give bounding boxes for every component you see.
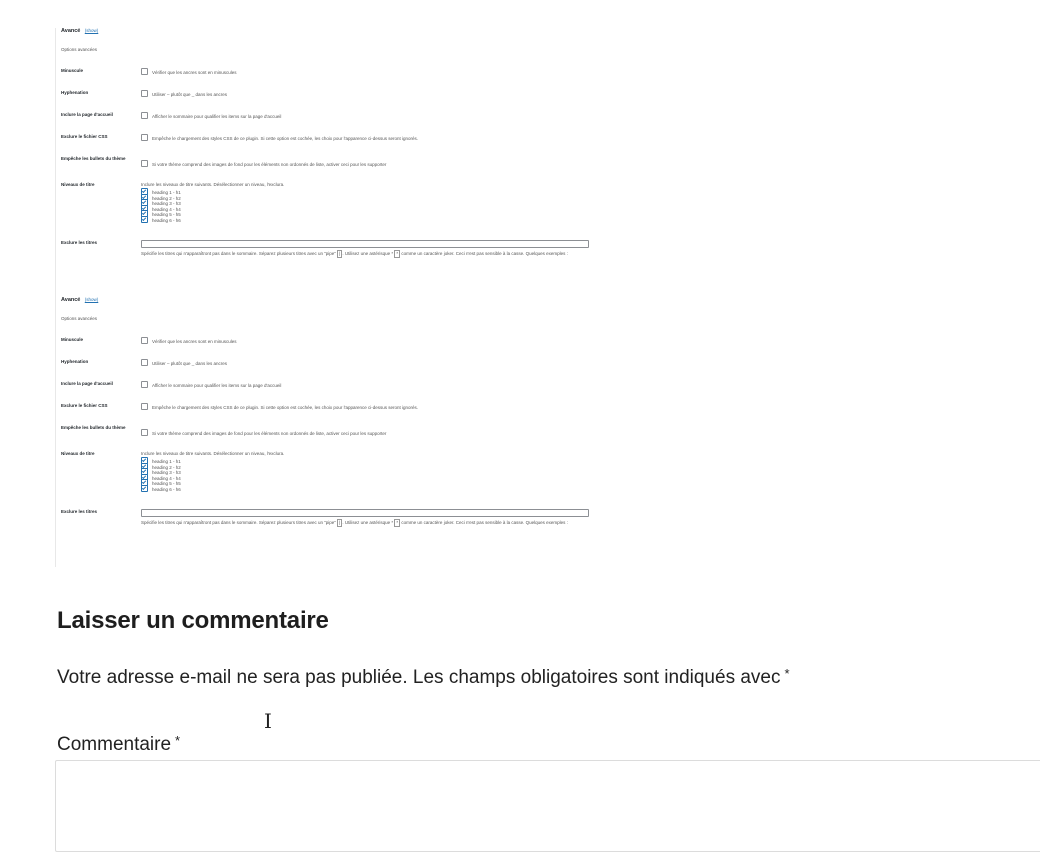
setting-label: Exclure les titres	[61, 240, 98, 245]
heading-level-text: heading 6 - h6	[152, 217, 181, 223]
settings-screenshot	[55, 28, 596, 298]
exclude-titles-hint: Spécifie les titres qui n'apparaîtront pas dans le sommaire. Séparez plusieurs titres avec un "pipe" | . Utilisez une astérisque * * comme un caractère joker. Ceci n'est pas sensible à la casse. Quelques exemples :	[141, 520, 568, 525]
settings-header	[61, 297, 98, 303]
settings-header	[61, 28, 98, 34]
setting-option-text: Empêche le chargement des styles CSS de ce plugin. Si cette option est cochée, les choix pour l'apparence ci-dessus seront ignorés.	[152, 136, 419, 141]
exclude-titles-input	[141, 509, 589, 517]
setting-option-text: Vérifier que les ancres sont en minuscules	[152, 339, 237, 344]
heading-level-item	[141, 216, 591, 222]
heading-level-text: heading 4 - h4	[152, 206, 181, 212]
setting-option-text: Afficher le sommaire pour qualifier les items sur la page d'accueil	[152, 114, 282, 119]
checkbox	[141, 403, 148, 410]
setting-option-text: Si votre thème comprend des images de fond pour les éléments non ordonnés de liste, activer ceci pour les supporter	[152, 431, 387, 436]
heading-level-text: heading 3 - h3	[152, 201, 181, 206]
text-cursor-icon: I	[264, 709, 272, 733]
comment-label-text: Commentaire	[57, 734, 172, 755]
setting-option-text: Empêche le chargement des styles CSS de ce plugin. Si cette option est cochée, les choix pour l'apparence ci-dessus seront ignorés.	[152, 405, 419, 410]
comment-section-title: Laisser un commentaire	[57, 607, 329, 634]
setting-label: Niveaux de titre	[61, 451, 95, 456]
heading-level-text: heading 3 - h3	[152, 470, 181, 475]
comment-notes	[57, 666, 790, 689]
setting-label: Exclure le fichier CSS	[61, 134, 108, 139]
required-marker: *	[784, 666, 790, 681]
setting-label: Empêche les bullets du thème	[61, 156, 126, 161]
checkbox-checked	[141, 216, 148, 223]
exclude-titles-input	[141, 240, 589, 248]
heading-level-text: heading 2 - h2	[152, 464, 181, 470]
settings-subtitle: Options avancées	[61, 316, 98, 321]
setting-label: Hyphenation	[61, 90, 89, 95]
setting-option-text: Utiliser – plutôt que _ dans les ancres	[152, 92, 228, 97]
exclude-titles-hint: Spécifie les titres qui n'apparaîtront pas dans le sommaire. Séparez plusieurs titres avec un "pipe" | . Utilisez une astérisque * * comme un caractère joker. Ceci n'est pas sensible à la casse. Quelques exemples :	[141, 251, 568, 256]
required-marker: *	[175, 733, 181, 748]
checkbox	[141, 112, 148, 119]
checkbox-checked	[141, 485, 148, 492]
heading-levels-description: Inclure les niveaux de titre suivants. Désélectionner un niveau, l'exclura.	[141, 451, 285, 456]
checkbox	[141, 359, 148, 366]
setting-label: Inclure la page d'accueil	[61, 112, 113, 117]
setting-label: Empêche les bullets du thème	[61, 425, 126, 430]
heading-level-text: heading 4 - h4	[152, 475, 181, 481]
heading-level-item	[141, 485, 591, 491]
setting-option-text: Afficher le sommaire pour qualifier les items sur la page d'accueil	[152, 383, 282, 388]
checkbox	[141, 160, 148, 167]
comment-notes-text: Votre adresse e-mail ne sera pas publiée. Les champs obligatoires sont indiqués avec	[57, 667, 781, 688]
setting-label: Inclure la page d'accueil	[61, 381, 113, 386]
heading-level-text: heading 6 - h6	[152, 486, 181, 492]
comment-textarea[interactable]	[55, 760, 1040, 852]
settings-subtitle: Options avancées	[61, 47, 98, 52]
setting-label: Exclure les titres	[61, 509, 98, 514]
setting-label: Minuscule	[61, 68, 84, 73]
setting-option-text: Utiliser – plutôt que _ dans les ancres	[152, 361, 228, 366]
heading-level-text: heading 5 - h5	[152, 481, 181, 486]
setting-option-text: Vérifier que les ancres sont en minuscules	[152, 70, 237, 75]
heading-level-text: heading 2 - h2	[152, 195, 181, 201]
heading-level-text: heading 5 - h5	[152, 212, 181, 217]
settings-title: Avancé	[61, 28, 81, 34]
setting-label: Hyphenation	[61, 359, 89, 364]
checkbox	[141, 68, 148, 75]
checkbox	[141, 429, 148, 436]
checkbox	[141, 134, 148, 141]
setting-label: Exclure le fichier CSS	[61, 403, 108, 408]
settings-title: Avancé	[61, 297, 81, 303]
settings-screenshot	[55, 297, 596, 567]
show-link: (show)	[84, 28, 99, 33]
checkbox	[141, 90, 148, 97]
heading-level-text: heading 1 - h1	[152, 459, 181, 464]
checkbox	[141, 381, 148, 388]
heading-level-text: heading 1 - h1	[152, 190, 181, 195]
setting-option-text: Si votre thème comprend des images de fond pour les éléments non ordonnés de liste, activer ceci pour les supporter	[152, 162, 387, 167]
show-link: (show)	[84, 297, 99, 302]
checkbox	[141, 337, 148, 344]
setting-label: Minuscule	[61, 337, 84, 342]
comment-label	[57, 733, 180, 756]
heading-levels-description: Inclure les niveaux de titre suivants. Désélectionner un niveau, l'exclura.	[141, 182, 285, 187]
setting-label: Niveaux de titre	[61, 182, 95, 187]
